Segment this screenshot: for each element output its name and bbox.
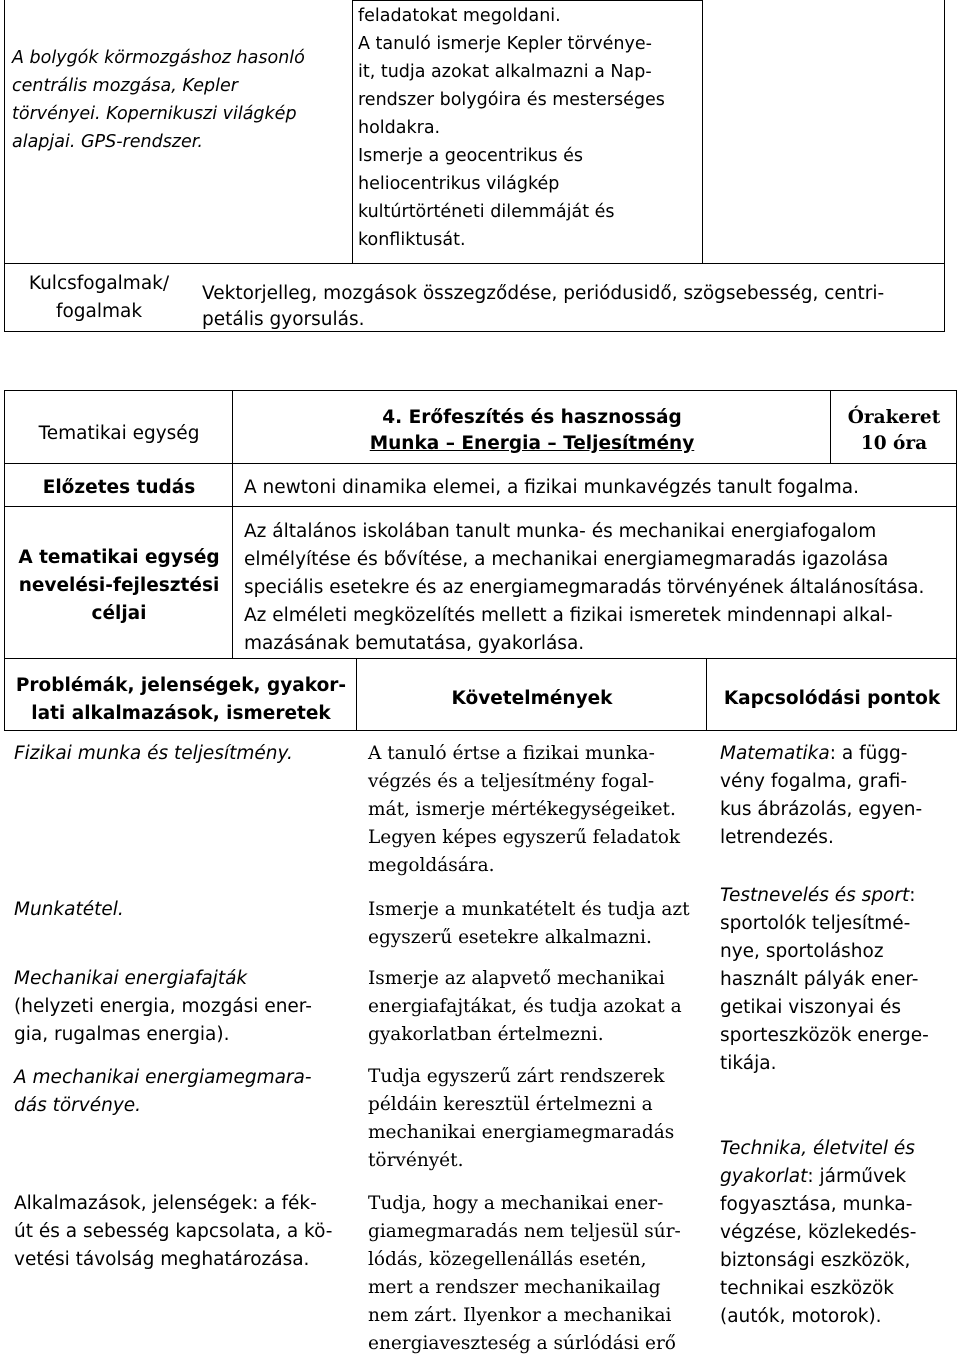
requirements-text	[358, 2, 700, 254]
req-line: Ismerje a geocentrikus és	[358, 146, 583, 166]
pe-line: tikája.	[720, 1053, 777, 1074]
pe-text: :	[909, 885, 916, 906]
unit-subtitle: Munka – Energia – Teljesítmény	[369, 433, 695, 454]
tech-subject: gyakorlat	[720, 1166, 808, 1187]
requirement-line: végzés és a teljesítmény fogal-	[368, 771, 655, 792]
req-line: konfliktusát.	[358, 230, 466, 250]
goals-label-line: nevelési-fejlesztési	[18, 575, 220, 596]
key-concepts-label	[6, 270, 192, 326]
col1-item-3b	[14, 993, 354, 1049]
req-line: rendszer bolygóira és mesterséges	[358, 90, 665, 110]
hours-cell	[832, 404, 956, 458]
topic-line: törvényei. Kopernikuszi világkép	[12, 104, 297, 124]
col1-problems	[14, 740, 354, 768]
requirement-line: lódás, közegellenállás esetén,	[368, 1249, 647, 1270]
problem-line: dás törvénye.	[14, 1095, 142, 1116]
topic-line: A bolygók körmozgáshoz hasonló	[12, 48, 305, 68]
key-concepts-label-line: fogalmak	[55, 301, 143, 322]
problems-header-line: lati alkalmazások, ismeretek	[31, 703, 331, 724]
pe-line: nye, sportoláshoz	[720, 941, 884, 962]
pe-subject: Testnevelés és sport	[720, 885, 910, 906]
goals-line: Az általános iskolában tanult munka- és mechanikai energiafogalom	[244, 521, 877, 542]
col2-req-2	[368, 896, 706, 952]
requirements-header: Követelmények	[451, 688, 613, 709]
req-line: kultúrtörténeti dilemmáját és	[358, 202, 615, 222]
problem-line: Mechanikai energiafajták	[14, 968, 248, 989]
topic-line: alapjai. GPS-rendszer.	[12, 132, 203, 152]
requirement-line: példáin keresztül értelmezni a	[368, 1094, 653, 1115]
problems-header	[6, 672, 356, 728]
pe-line: használt pályák ener-	[720, 969, 919, 990]
pe-line: sportolók teljesítmé-	[720, 913, 911, 934]
problem-item: Munkatétel.	[14, 899, 124, 920]
goals-line: speciális esetekre és az energiamegmaradás törvényének általánosítása.	[244, 577, 925, 598]
hours-value: 10 óra	[860, 433, 928, 454]
math-subject: Matematika	[720, 743, 830, 764]
requirement-line: energiafajtákat, és tudja azokat a	[368, 996, 682, 1017]
key-concepts-line: petális gyorsulás.	[202, 309, 365, 330]
goals-line: Az elméleti megközelítés mellett a fizikai ismeretek mindennapi alkal-	[244, 605, 893, 626]
problem-line: út és a sebesség kapcsolata, a kö-	[14, 1221, 333, 1242]
tech-line	[720, 1163, 956, 1191]
prior-label: Előzetes tudás	[42, 477, 196, 498]
goals-text	[244, 518, 956, 658]
math-line: kus ábrázolás, egyen-	[720, 799, 923, 820]
requirement-line: gyakorlatban értelmezni.	[368, 1024, 604, 1045]
goals-line: elmélyítése és bővítése, a mechanikai energiamegmaradás igazolása	[244, 549, 889, 570]
col1-item-4	[14, 1064, 354, 1120]
col2-req-5	[368, 1190, 706, 1358]
req-line: heliocentrikus világkép	[358, 174, 560, 194]
hours-label: Órakeret	[847, 407, 941, 428]
unit-title	[234, 404, 830, 458]
problem-item: Fizikai munka és teljesítmény.	[14, 743, 293, 764]
key-concepts-line: Vektorjelleg, mozgások összegződése, periódusidő, szögsebesség, centri-	[202, 283, 885, 304]
col1-item-3	[14, 965, 354, 993]
requirement-line: Legyen képes egyszerű feladatok	[368, 827, 681, 848]
goals-line: mazásának bemutatása, gyakorlása.	[244, 633, 585, 654]
col3-pe	[720, 882, 956, 1078]
tech-line: fogyasztása, munka-	[720, 1194, 913, 1215]
pe-line: sporteszközök energe-	[720, 1025, 929, 1046]
requirement-line: törvényét.	[368, 1150, 464, 1171]
col3-math	[720, 740, 956, 852]
problem-line: Alkalmazások, jelenségek: a fék-	[14, 1193, 317, 1214]
problem-line: vetési távolság meghatározása.	[14, 1249, 310, 1270]
math-line: letrendezés.	[720, 827, 834, 848]
tech-line: végzése, közlekedés-	[720, 1222, 917, 1243]
key-concepts-text	[202, 280, 942, 334]
req-line: holdakra.	[358, 118, 441, 138]
math-line: vény fogalma, grafi-	[720, 771, 908, 792]
requirement-line: megoldására.	[368, 855, 495, 876]
prior-text: A newtoni dinamika elemei, a fizikai munkavégzés tanult fogalma.	[244, 477, 859, 498]
col2-req-4	[368, 1063, 706, 1175]
tech-line: biztonsági eszközök,	[720, 1250, 911, 1271]
goals-label-line: céljai	[91, 603, 147, 624]
req-line: feladatokat megoldani.	[358, 6, 561, 26]
problems-header-line: Problémák, jelenségek, gyakor-	[15, 675, 347, 696]
tech-subject-line: Technika, életvitel és	[720, 1138, 915, 1159]
requirement-line: giamegmaradás nem teljesül súr-	[368, 1221, 681, 1242]
requirement-line: Tudja egyszerű zárt rendszerek	[368, 1066, 665, 1087]
col2-req-3	[368, 965, 706, 1049]
goals-label	[6, 544, 232, 628]
tech-line: (autók, motorok).	[720, 1306, 882, 1327]
requirement-line: energiaveszteség a súrlódási erő	[368, 1333, 676, 1354]
requirement-line: A tanuló értse a fizikai munka-	[368, 743, 655, 764]
requirement-line: Ismerje az alapvető mechanikai	[368, 968, 665, 989]
math-text: : a függ-	[829, 743, 908, 764]
col1-item-5	[14, 1190, 354, 1274]
requirement-line: mert a rendszer mechanikailag	[368, 1277, 661, 1298]
connections-header: Kapcsolódási pontok	[723, 688, 941, 709]
unit-label: Tematikai egység	[38, 423, 200, 444]
pe-line	[720, 882, 956, 910]
unit-number-title: 4. Erőfeszítés és hasznosság	[382, 407, 682, 428]
requirement-line: Tudja, hogy a mechanikai ener-	[368, 1193, 664, 1214]
key-concepts-label-line: Kulcsfogalmak/	[28, 273, 170, 294]
col2-req-1	[368, 740, 706, 880]
tech-line: technikai eszközök	[720, 1278, 894, 1299]
requirement-line: Ismerje a munkatételt és tudja azt	[368, 899, 690, 920]
topic-text	[12, 44, 352, 156]
problem-line: (helyzeti energia, mozgási ener-	[14, 996, 312, 1017]
requirement-line: egyszerű esetekre alkalmazni.	[368, 927, 652, 948]
col1-item-2	[14, 896, 354, 924]
requirement-line: mát, ismerje mértékegységeiket.	[368, 799, 676, 820]
problem-line: A mechanikai energiamegmara-	[14, 1067, 312, 1088]
req-line: A tanuló ismerje Kepler törvénye-	[358, 34, 652, 54]
goals-label-line: A tematikai egység	[18, 547, 220, 568]
math-line	[720, 740, 956, 768]
problem-line: gia, rugalmas energia).	[14, 1024, 230, 1045]
tech-text: : járművek	[807, 1166, 907, 1187]
col3-tech	[720, 1135, 956, 1331]
requirement-line: nem zárt. Ilyenkor a mechanikai	[368, 1305, 672, 1326]
req-line: it, tudja azokat alkalmazni a Nap-	[358, 62, 652, 82]
topic-line: centrális mozgása, Kepler	[12, 76, 238, 96]
requirement-line: mechanikai energiamegmaradás	[368, 1122, 675, 1143]
pe-line: getikai viszonyai és	[720, 997, 902, 1018]
